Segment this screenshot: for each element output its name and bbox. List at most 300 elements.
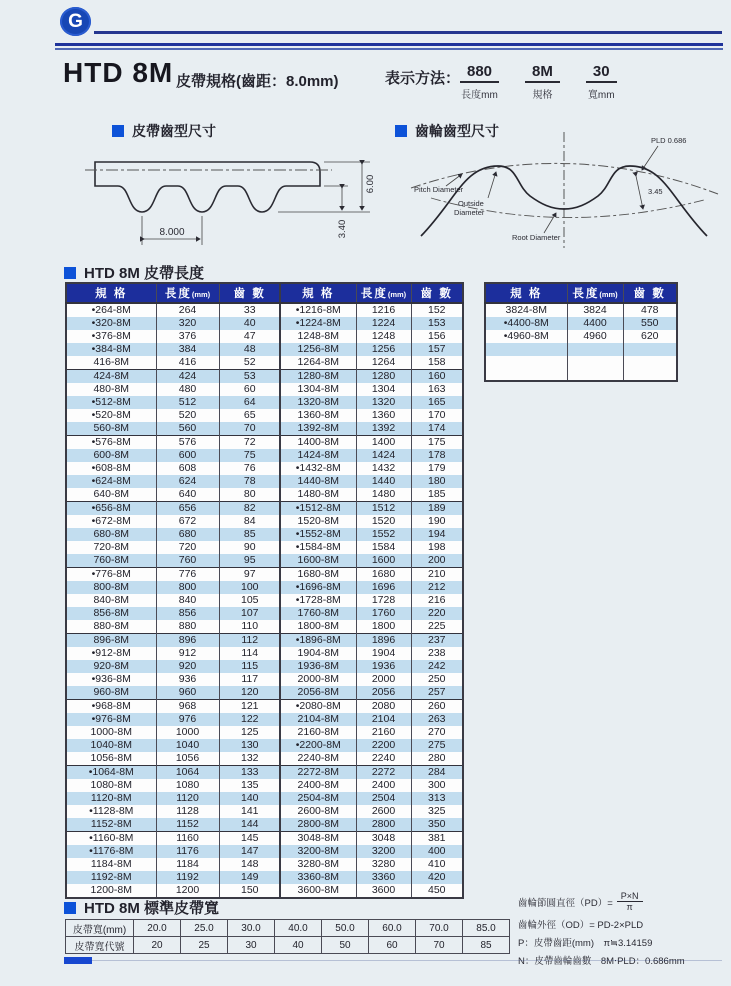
length-cell: 1128 [156, 805, 219, 818]
spec-cell: 2160-8M [297, 726, 339, 738]
spec-cell: 3360-8M [297, 871, 339, 883]
table-row [66, 528, 281, 541]
length-section-heading [64, 262, 204, 283]
table-row [66, 554, 281, 568]
table-row [66, 805, 281, 818]
spec-cell: 1040-8M [90, 739, 132, 751]
table-row [280, 303, 463, 317]
table-row [66, 792, 281, 805]
spec-cell: 1056-8M [90, 752, 132, 764]
table-row [280, 818, 463, 832]
notation-items [460, 63, 617, 101]
length-cell: 968 [156, 700, 219, 714]
table-row [66, 726, 281, 739]
spec-cell: 1256-8M [297, 343, 339, 355]
length-cell: 520 [156, 409, 219, 422]
length-cell: 976 [156, 713, 219, 726]
table-row [280, 581, 463, 594]
teeth-cell: 90 [219, 541, 281, 554]
table-row [66, 396, 281, 409]
table-row [66, 818, 281, 832]
table-row [66, 634, 281, 648]
length-cell: 264 [156, 303, 219, 317]
teeth-cell: 550 [623, 317, 677, 330]
table-row [280, 871, 463, 884]
table-row [280, 356, 463, 370]
table-row [280, 462, 463, 475]
width-value-cell: 50 [322, 937, 369, 954]
width-value-cell: 30 [228, 937, 275, 954]
spec-cell: •776-8M [66, 568, 156, 582]
length-cell: 1432 [356, 462, 411, 475]
teeth-cell: 325 [411, 805, 463, 818]
teeth-cell: 174 [411, 422, 463, 436]
length-cell: 1176 [156, 845, 219, 858]
length-cell: 1520 [356, 515, 411, 528]
table-row [280, 317, 463, 330]
length-cell: 856 [156, 607, 219, 620]
spec-cell: 720-8M [93, 541, 130, 553]
spec-cell: 1000-8M [90, 726, 132, 738]
teeth-cell: 180 [411, 475, 463, 488]
table-row [280, 752, 463, 766]
teeth-cell: 140 [219, 792, 281, 805]
spec-cell: •608-8M [91, 462, 131, 474]
teeth-cell: 85 [219, 528, 281, 541]
pitch-dim-label: 8.000 [159, 227, 185, 238]
spec-cell: 3600-8M [297, 884, 339, 896]
length-cell: 1152 [156, 818, 219, 832]
spec-cell: 1120-8M [90, 792, 132, 804]
spec-cell: 1184-8M [90, 858, 132, 870]
teeth-cell: 82 [219, 502, 281, 516]
length-cell: 1256 [356, 343, 411, 356]
teeth-cell: 381 [411, 832, 463, 846]
width-value-cell: 60.0 [369, 920, 416, 937]
spec-cell: 600-8M [93, 449, 130, 461]
teeth-cell: 40 [219, 317, 281, 330]
table-row [66, 343, 281, 356]
width-row [66, 920, 510, 937]
length-cell: 1440 [356, 475, 411, 488]
length-cell: 4400 [567, 317, 623, 330]
teeth-cell: 237 [411, 634, 463, 648]
length-cell: 2160 [356, 726, 411, 739]
table-row [66, 620, 281, 634]
teeth-cell: 133 [219, 766, 281, 780]
header-rule-thick [55, 43, 723, 46]
spec-cell: 2240-8M [297, 752, 339, 764]
teeth-cell: 135 [219, 779, 281, 792]
table-row [280, 805, 463, 818]
table-row [66, 462, 281, 475]
length-cell: 1728 [356, 594, 411, 607]
spec-cell: •1512-8M [280, 502, 356, 516]
teeth-cell: 145 [219, 832, 281, 846]
length-cell: 656 [156, 502, 219, 516]
belt-profile-diagram [80, 142, 380, 252]
spec-cell: 640-8M [93, 488, 130, 500]
length-cell: 1936 [356, 660, 411, 673]
spec-cell: 3048-8M [280, 832, 356, 846]
table-row [280, 766, 463, 780]
width-value-cell: 25.0 [181, 920, 228, 937]
table-row [66, 568, 281, 582]
table-row [280, 528, 463, 541]
formula-block [518, 891, 728, 971]
width-value-cell: 70 [416, 937, 463, 954]
table-row [280, 792, 463, 805]
table-row [66, 449, 281, 462]
length-cell: 320 [156, 317, 219, 330]
spec-cell: 880-8M [93, 620, 130, 632]
teeth-cell: 179 [411, 462, 463, 475]
length-cell: 640 [156, 488, 219, 502]
table-row [66, 713, 281, 726]
length-cell: 1904 [356, 647, 411, 660]
teeth-cell: 160 [411, 370, 463, 384]
header-rule-thin [55, 48, 723, 50]
teeth-cell: 78 [219, 475, 281, 488]
spec-cell: •976-8M [91, 713, 131, 725]
table-row [66, 475, 281, 488]
table-row [280, 330, 463, 343]
table-row [280, 673, 463, 686]
table-row [66, 488, 281, 502]
table-row [280, 422, 463, 436]
teeth-cell: 212 [411, 581, 463, 594]
table-row [66, 409, 281, 422]
spec-cell: •2200-8M [295, 739, 341, 751]
table-row [280, 660, 463, 673]
teeth-cell: 141 [219, 805, 281, 818]
brand-logo [60, 7, 91, 36]
length-cell: 896 [156, 634, 219, 648]
teeth-cell: 270 [411, 726, 463, 739]
table-header-row [485, 283, 677, 303]
spec-cell: •512-8M [91, 396, 131, 408]
notation-spec-value: 8M [525, 63, 560, 83]
teeth-cell: 64 [219, 396, 281, 409]
spec-cell: •1552-8M [295, 528, 341, 540]
length-cell: 2056 [356, 686, 411, 700]
col-spec: 規 格 [485, 283, 567, 303]
notation-item-length [460, 63, 499, 101]
spec-cell: •1176-8M [89, 845, 134, 857]
spec-cell: 680-8M [93, 528, 130, 540]
table-row [280, 541, 463, 554]
table-row [66, 581, 281, 594]
table-row [280, 502, 463, 516]
page-subtitle: 皮帶規格(齒距：8.0mm) [176, 73, 339, 90]
table-row [66, 884, 281, 898]
spec-cell: 1520-8M [297, 515, 339, 527]
teeth-cell: 225 [411, 620, 463, 634]
width-value-cell: 40.0 [275, 920, 322, 937]
length-cell: 1216 [356, 303, 411, 317]
teeth-cell: 144 [219, 818, 281, 832]
spec-cell: 416-8M [93, 356, 130, 368]
teeth-cell: 110 [219, 620, 281, 634]
table-row [280, 713, 463, 726]
teeth-cell: 97 [219, 568, 281, 582]
teeth-cell: 178 [411, 449, 463, 462]
spec-cell: 1800-8M [297, 620, 339, 632]
teeth-cell: 620 [623, 330, 677, 343]
teeth-cell: 410 [411, 858, 463, 871]
length-cell: 1600 [356, 554, 411, 568]
spec-cell: 960-8M [93, 686, 130, 698]
teeth-cell: 107 [219, 607, 281, 620]
spec-cell: 480-8M [93, 383, 130, 395]
page-title: HTD 8M [63, 57, 174, 88]
length-cell: 680 [156, 528, 219, 541]
spec-cell: 896-8M [66, 634, 156, 648]
teeth-cell: 242 [411, 660, 463, 673]
table-row [66, 303, 281, 317]
header-rule-top [94, 31, 722, 34]
spec-cell: •912-8M [91, 647, 131, 659]
teeth-cell: 220 [411, 607, 463, 620]
spec-cell: 1264-8M [297, 356, 339, 368]
width-value-cell: 20 [134, 937, 181, 954]
notation-length-value: 880 [460, 63, 499, 83]
spec-cell: 560-8M [93, 422, 130, 434]
col-teeth: 齒 數 [219, 283, 281, 303]
table-row [280, 594, 463, 607]
length-cell: 1264 [356, 356, 411, 370]
table-row [280, 607, 463, 620]
spec-cell: 2400-8M [297, 779, 339, 791]
teeth-cell: 238 [411, 647, 463, 660]
table-row [485, 330, 677, 343]
brand-logo-letter: G [68, 10, 83, 32]
teeth-cell: 117 [219, 673, 281, 686]
table-row [280, 647, 463, 660]
table-row [66, 739, 281, 752]
formula-pd-fraction [617, 891, 643, 913]
gear-profile-diagram [396, 130, 724, 252]
teeth-cell: 190 [411, 515, 463, 528]
belt-length-table-1 [65, 282, 282, 899]
teeth-cell: 70 [219, 422, 281, 436]
spec-cell: 1080-8M [90, 779, 132, 791]
col-spec: 規 格 [280, 283, 356, 303]
table-row [280, 554, 463, 568]
teeth-cell: 122 [219, 713, 281, 726]
table-row [66, 436, 281, 450]
length-cell: 920 [156, 660, 219, 673]
teeth-cell: 450 [411, 884, 463, 898]
width-value-cell: 85.0 [463, 920, 510, 937]
length-cell: 720 [156, 541, 219, 554]
table-row [66, 700, 281, 714]
spec-cell: 1400-8M [280, 436, 356, 450]
table-row [280, 884, 463, 898]
table-row [280, 832, 463, 846]
spec-cell: 1320-8M [297, 396, 339, 408]
table-row [66, 779, 281, 792]
length-cell: 2240 [356, 752, 411, 766]
width-table [65, 919, 510, 954]
length-cell: 2800 [356, 818, 411, 832]
width-value-cell: 85 [463, 937, 510, 954]
pld-label: PLD 0.686 [651, 136, 687, 145]
spec-cell: •624-8M [91, 475, 131, 487]
length-cell: 1248 [356, 330, 411, 343]
teeth-cell: 158 [411, 356, 463, 370]
length-cell: 416 [156, 356, 219, 370]
teeth-cell: 170 [411, 409, 463, 422]
table-row [66, 502, 281, 516]
teeth-cell: 48 [219, 343, 281, 356]
length-cell: 1584 [356, 541, 411, 554]
formula-pd [518, 891, 728, 913]
teeth-cell: 125 [219, 726, 281, 739]
footer-rule [92, 960, 722, 961]
teeth-cell: 95 [219, 554, 281, 568]
spec-cell: 1936-8M [297, 660, 339, 672]
table-row [66, 752, 281, 766]
col-teeth: 齒 數 [623, 283, 677, 303]
spec-cell: •384-8M [91, 343, 131, 355]
spec-cell: 3824-8M [505, 304, 547, 316]
spec-cell: 2000-8M [297, 673, 339, 685]
spec-cell: •1216-8M [295, 304, 341, 316]
table-row [280, 475, 463, 488]
length-cell: 2504 [356, 792, 411, 805]
length-section-heading-label: HTD 8M 皮帶長度 [84, 265, 205, 282]
teeth-cell: 156 [411, 330, 463, 343]
table-row [66, 594, 281, 607]
width-value-cell: 20.0 [134, 920, 181, 937]
spec-cell: 2504-8M [297, 792, 339, 804]
spec-cell: 1304-8M [297, 383, 339, 395]
teeth-cell: 120 [219, 686, 281, 700]
spec-cell: •264-8M [91, 304, 131, 316]
width-row-label: 皮帶寬(mm) [66, 920, 134, 937]
length-cell: 1800 [356, 620, 411, 634]
spec-cell: 424-8M [66, 370, 156, 384]
spec-cell: 1480-8M [297, 488, 339, 500]
notation-item-spec [525, 63, 560, 101]
teeth-cell: 147 [219, 845, 281, 858]
blue-square-icon [64, 267, 76, 279]
length-cell: 1896 [356, 634, 411, 648]
table-row [66, 832, 281, 846]
length-cell: 2104 [356, 713, 411, 726]
teeth-cell: 350 [411, 818, 463, 832]
spec-cell: •576-8M [66, 436, 156, 450]
length-cell: 1224 [356, 317, 411, 330]
spec-cell: 1248-8M [297, 330, 339, 342]
teeth-cell: 148 [219, 858, 281, 871]
col-length: 長度(mm) [356, 283, 411, 303]
spec-cell: •1432-8M [295, 462, 341, 474]
width-value-cell: 70.0 [416, 920, 463, 937]
teeth-cell: 185 [411, 488, 463, 502]
teeth-cell: 65 [219, 409, 281, 422]
formula-pd-numerator: P×N [617, 891, 643, 902]
notation-width-caption: 寬mm [587, 90, 615, 101]
gear-profile-heading-label: 齒輪齒型尺寸 [415, 123, 499, 139]
spec-cell: •4400-8M [503, 317, 549, 329]
length-cell: 1120 [156, 792, 219, 805]
table-row [66, 422, 281, 436]
teeth-cell: 84 [219, 515, 281, 528]
length-cell: 608 [156, 462, 219, 475]
teeth-cell: 250 [411, 673, 463, 686]
length-cell: 776 [156, 568, 219, 582]
spec-cell: •1224-8M [295, 317, 341, 329]
spec-cell: 2104-8M [297, 713, 339, 725]
table-row [280, 383, 463, 396]
length-cell: 4960 [567, 330, 623, 343]
length-cell: 424 [156, 370, 219, 384]
length-cell: 1400 [356, 436, 411, 450]
table-row [66, 607, 281, 620]
length-cell: 1512 [356, 502, 411, 516]
teeth-cell: 121 [219, 700, 281, 714]
col-spec: 規 格 [66, 283, 156, 303]
length-cell: 576 [156, 436, 219, 450]
length-cell: 3360 [356, 871, 411, 884]
teeth-cell: 175 [411, 436, 463, 450]
table-row [280, 620, 463, 634]
length-cell: 600 [156, 449, 219, 462]
width-section-heading [64, 897, 219, 918]
formula-od: 齒輪外徑（OD）= PD-2×PLD [518, 919, 644, 931]
teeth-cell: 194 [411, 528, 463, 541]
length-cell: 960 [156, 686, 219, 700]
length-cell: 1696 [356, 581, 411, 594]
spec-cell: 1360-8M [297, 409, 339, 421]
col-teeth: 齒 數 [411, 283, 463, 303]
spec-cell: 1424-8M [297, 449, 339, 461]
length-cell: 760 [156, 554, 219, 568]
teeth-cell: 157 [411, 343, 463, 356]
blue-square-icon [64, 902, 76, 914]
spec-cell: •968-8M [66, 700, 156, 714]
formula-pd-denominator: π [626, 902, 633, 913]
total-height-dim-label: 6.00 [365, 174, 376, 194]
spec-cell: 840-8M [93, 594, 130, 606]
length-cell: 1192 [156, 871, 219, 884]
length-cell: 3824 [567, 303, 623, 317]
pitch-diameter-label: Pitch Diameter [414, 185, 464, 194]
belt-length-table-3 [484, 282, 678, 382]
length-cell: 376 [156, 330, 219, 343]
table-row [485, 303, 677, 317]
length-cell: 1080 [156, 779, 219, 792]
spec-cell: •656-8M [66, 502, 156, 516]
length-cell: 936 [156, 673, 219, 686]
root-diameter-label: Root Diameter [512, 233, 561, 242]
spec-cell: •1696-8M [295, 581, 341, 593]
table-row [280, 409, 463, 422]
table-row [280, 700, 463, 714]
teeth-cell: 53 [219, 370, 281, 384]
belt-profile-heading [112, 121, 216, 141]
length-cell: 3200 [356, 845, 411, 858]
spec-cell: •672-8M [91, 515, 131, 527]
length-cell: 2400 [356, 779, 411, 792]
teeth-cell: 300 [411, 779, 463, 792]
table-row [66, 383, 281, 396]
table-row [280, 343, 463, 356]
notation-width-value: 30 [586, 63, 617, 83]
teeth-cell: 260 [411, 700, 463, 714]
